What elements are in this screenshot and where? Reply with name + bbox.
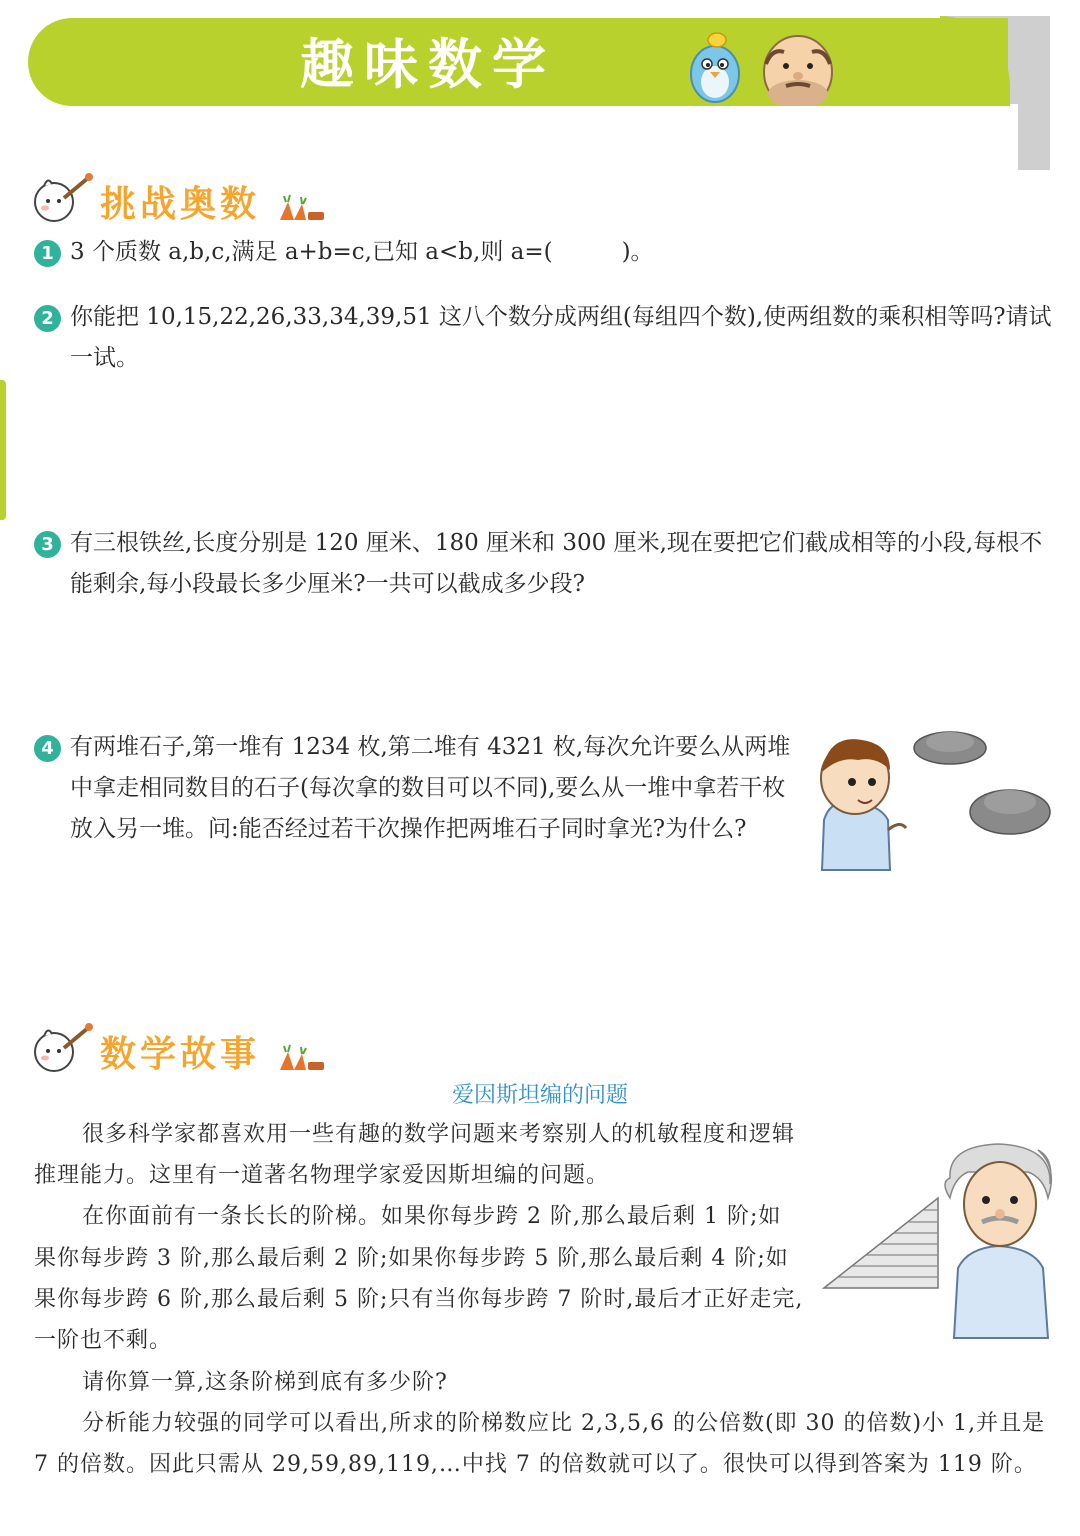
question-number-badge: 1 bbox=[34, 240, 61, 267]
question-text: 有两堆石子,第一堆有 1234 枚,第二堆有 4321 枚,每次允许要么从两堆中拿走相同数目的石子(每次拿的数目可以不同),要么从一堆中拿若干枚放入另一堆。问:能否经过若干次操作把两堆石子同时拿光?为什么? bbox=[70, 734, 791, 842]
story-paragraph: 请你算一算,这条阶梯到底有多少阶? bbox=[82, 1370, 448, 1395]
carrot-icon bbox=[276, 194, 326, 222]
mascot-bunny-icon bbox=[30, 1022, 96, 1076]
question-3 bbox=[34, 523, 1064, 605]
page-title: 趣味数学 bbox=[300, 33, 556, 96]
question-number-badge: 4 bbox=[34, 735, 61, 762]
story-body-upper bbox=[34, 1114, 804, 1361]
question-number-badge: 3 bbox=[34, 531, 61, 558]
question-text: 有三根铁丝,长度分别是 120 厘米、180 厘米和 300 厘米,现在要把它们截成相等的小段,每根不能剩余,每小段最长多少厘米?一共可以截成多少段? bbox=[70, 530, 1043, 597]
question-1 bbox=[34, 232, 1064, 273]
side-tab-marker bbox=[0, 380, 6, 520]
question-number-badge: 2 bbox=[34, 305, 61, 332]
section-title: 挑战奥数 bbox=[100, 184, 261, 225]
story-paragraph: 很多科学家都喜欢用一些有趣的数学问题来考察别人的机敏程度和逻辑推理能力。这里有一道著名物理学家爱因斯坦编的问题。 bbox=[34, 1122, 796, 1189]
question-text: 3 个质数 a,b,c,满足 a+b=c,已知 a<b,则 a=( )。 bbox=[70, 239, 654, 265]
einstein-stairs-illustration bbox=[818, 1138, 1058, 1348]
question-text: 你能把 10,15,22,26,33,34,39,51 这八个数分成两组(每组四个数),使两组数的乘积相等吗?请试一试。 bbox=[70, 304, 1052, 371]
section-header-challenge bbox=[30, 172, 330, 228]
section-header-story bbox=[30, 1022, 330, 1078]
mascot-bunny-icon bbox=[30, 172, 96, 226]
boy-with-stones-illustration bbox=[810, 720, 1060, 880]
story-paragraph: 分析能力较强的同学可以看出,所求的阶梯数应比 2,3,5,6 的公倍数(即 30 的倍数)小 1,并且是 7 的倍数。因此只需从 29,59,89,119,…中找 7 的倍数就可以了。很快可以得到答案为 119 阶。 bbox=[34, 1411, 1046, 1478]
mascot-illustration bbox=[680, 24, 840, 106]
section-title: 数学故事 bbox=[100, 1034, 261, 1075]
question-4 bbox=[34, 727, 794, 850]
carrot-icon bbox=[276, 1044, 326, 1072]
question-2 bbox=[34, 297, 1064, 379]
story-body-lower bbox=[34, 1362, 1056, 1486]
story-title: 爱因斯坦编的问题 bbox=[451, 1083, 628, 1108]
story-paragraph: 在你面前有一条长长的阶梯。如果你每步跨 2 阶,那么最后剩 1 阶;如果你每步跨 3 阶,那么最后剩 2 阶;如果你每步跨 5 阶,那么最后剩 4 阶;如果你每步跨 6 阶,那么最后剩 5 阶;只有当你每步跨 7 阶时,最后才正好走完,一阶也不剩。 bbox=[34, 1204, 804, 1354]
page-corner-gap bbox=[940, 104, 1018, 174]
